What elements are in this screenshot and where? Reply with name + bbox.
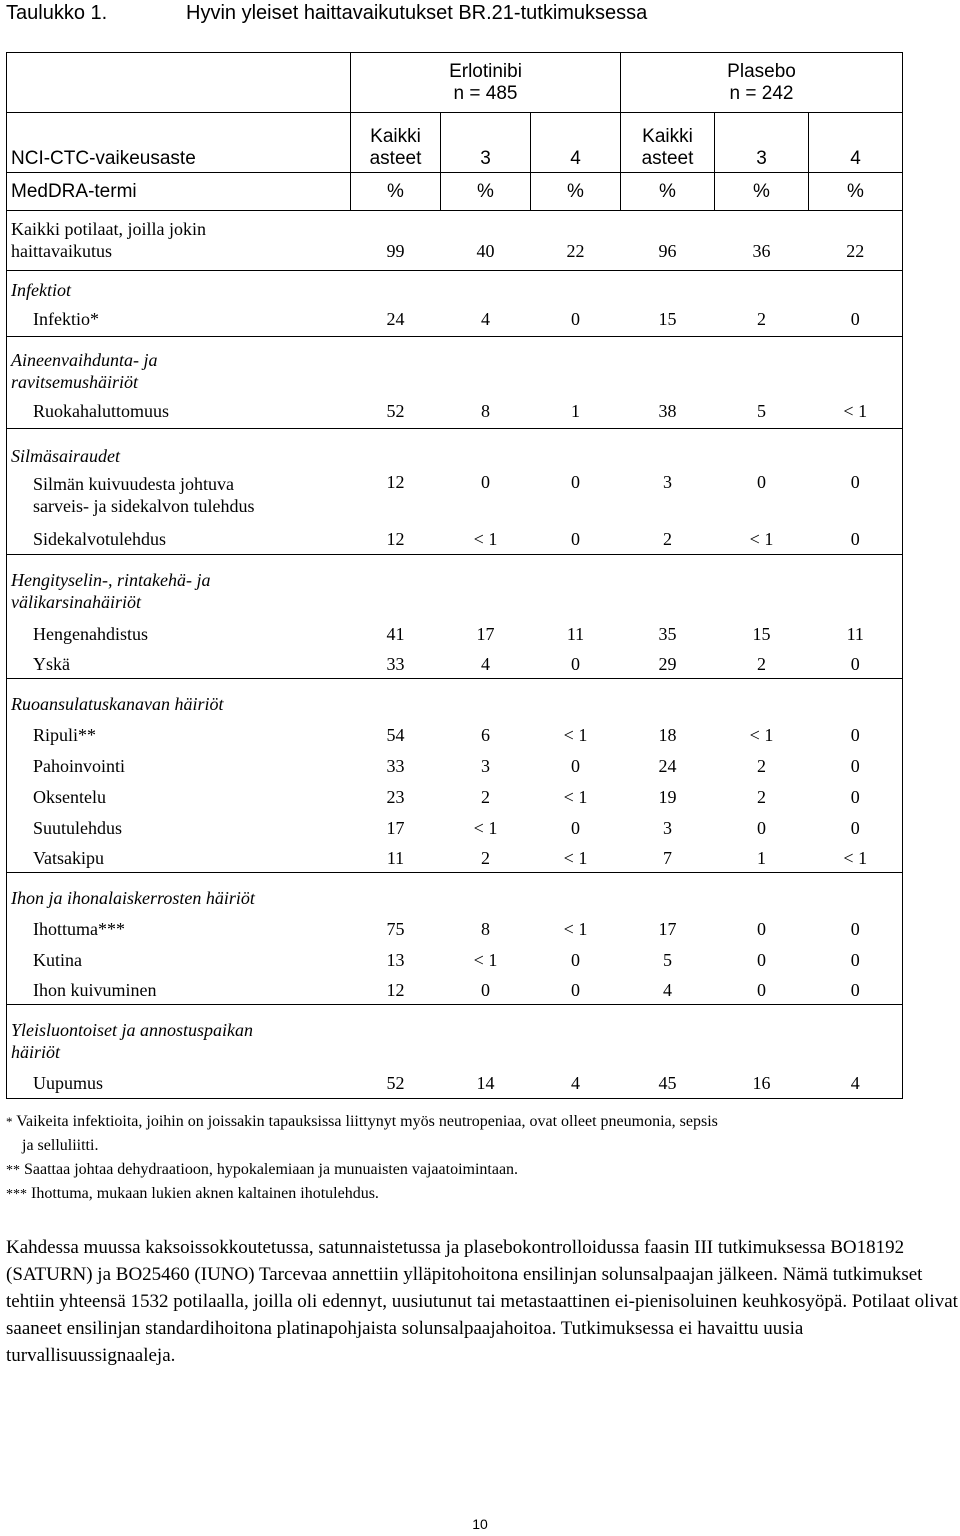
table-row: Ihon kuivuminen 12 0 0 4 0 0	[7, 974, 903, 1005]
erl-grade-4: 4	[531, 113, 621, 173]
grade-label: NCI-CTC-vaikeusaste	[7, 113, 351, 173]
header-row-groups	[7, 53, 903, 113]
table-row: Ihottuma*** 75 8 < 1 17 0 0	[7, 912, 903, 943]
table-row: Pahoinvointi 33 3 0 24 2 0	[7, 749, 903, 780]
pla-grade-4: 4	[809, 113, 903, 173]
table-row: Infektio* 24 4 0 15 2 0	[7, 305, 903, 337]
table-row: Sidekalvotulehdus 12 < 1 0 2 < 1 0	[7, 525, 903, 555]
meddra-label: MedDRA-termi	[7, 173, 351, 211]
erl-all-grades: Kaikki asteet	[351, 113, 441, 173]
pla-all-grades: Kaikki asteet	[621, 113, 715, 173]
table-row: Hengenahdistus 41 17 11 35 15 11	[7, 617, 903, 648]
group-row: Ihon ja ihonalaiskerrosten häiriöt	[7, 873, 903, 912]
group-row: Aineenvaihdunta- ja ravitsemushäiriöt	[7, 337, 903, 397]
group-row: Hengityselin-, rintakehä- ja välikarsinahäiriöt	[7, 555, 903, 617]
footnote-1: * Vaikeita infektioita, joihin on joissakin tapauksissa liittynyt myös neutropeniaa, ovat olleet pneumonia, sepsis ja selluliitti.	[6, 1113, 718, 1154]
table-row: Silmän kuivuudesta johtuva sarveis- ja sidekalvon tulehdus 12 0 0 3 0 0	[7, 469, 903, 525]
body-paragraph: Kahdessa muussa kaksoissokkoutetussa, satunnaistetussa ja plasebokontrolloidussa faasin III tutkimuksessa BO18192 (SATURN) ja BO25460 (IUNO) Tarcevaa annettiin ylläpitohoitona ensilinjan solunsalpaajan jälkeen. Nämä tutkimukset tehtiin yhteensä 1532 potilaalla, joilla oli edennyt, uusiutunut tai metastaattinen ei-pienisoluinen keuhkosyöpä. Potilaat olivat saaneet ensilinjan standardihoitona platinapohjaista solunsalpaajahoitoa. Tutkimuksessa ei havaittu uusia turvallisuussignaaleja.	[6, 1237, 958, 1366]
footnote-2: ** Saattaa johtaa dehydraatioon, hypokalemiaan ja munuaisten vajaatoimintaan.	[6, 1161, 519, 1178]
placebo-header: Plasebo n = 242	[621, 53, 903, 113]
erlotinib-header: Erlotinibi n = 485	[351, 53, 621, 113]
group-row: Silmäsairaudet	[7, 429, 903, 469]
pla-grade-3: 3	[715, 113, 809, 173]
table-row: Kutina 13 < 1 0 5 0 0	[7, 943, 903, 974]
table-row: Oksentelu 23 2 < 1 19 2 0	[7, 780, 903, 811]
table-row: Ripuli** 54 6 < 1 18 < 1 0	[7, 718, 903, 749]
table-row: Vatsakipu 11 2 < 1 7 1 < 1	[7, 842, 903, 873]
table-caption	[6, 2, 647, 25]
page-number: 10	[472, 1516, 488, 1532]
erl-grade-3: 3	[441, 113, 531, 173]
group-row: Ruoansulatuskanavan häiriöt	[7, 679, 903, 718]
table-row: Yskä 33 4 0 29 2 0	[7, 648, 903, 679]
table-title: Hyvin yleiset haittavaikutukset BR.21-tutkimuksessa	[186, 2, 648, 24]
group-row: Yleisluontoiset ja annostuspaikan häiriöt	[7, 1005, 903, 1067]
table-row: Ruokahaluttomuus 52 8 1 38 5 < 1	[7, 397, 903, 429]
table-row: Uupumus 52 14 4 45 16 4	[7, 1067, 903, 1099]
adverse-events-table	[6, 52, 903, 1099]
table-row: Suutulehdus 17 < 1 0 3 0 0	[7, 811, 903, 842]
table-number: Taulukko 1.	[6, 2, 108, 24]
footnote-3: *** Ihottuma, mukaan lukien aknen kaltainen ihotulehdus.	[6, 1185, 379, 1202]
header-row-grades	[7, 113, 903, 173]
meddra-row: MedDRA-termi % % % % % %	[7, 173, 903, 211]
table-row: Kaikki potilaat, joilla jokin haittavaikutus 99 40 22 96 36 22	[7, 211, 903, 271]
group-row: Infektiot	[7, 271, 903, 305]
